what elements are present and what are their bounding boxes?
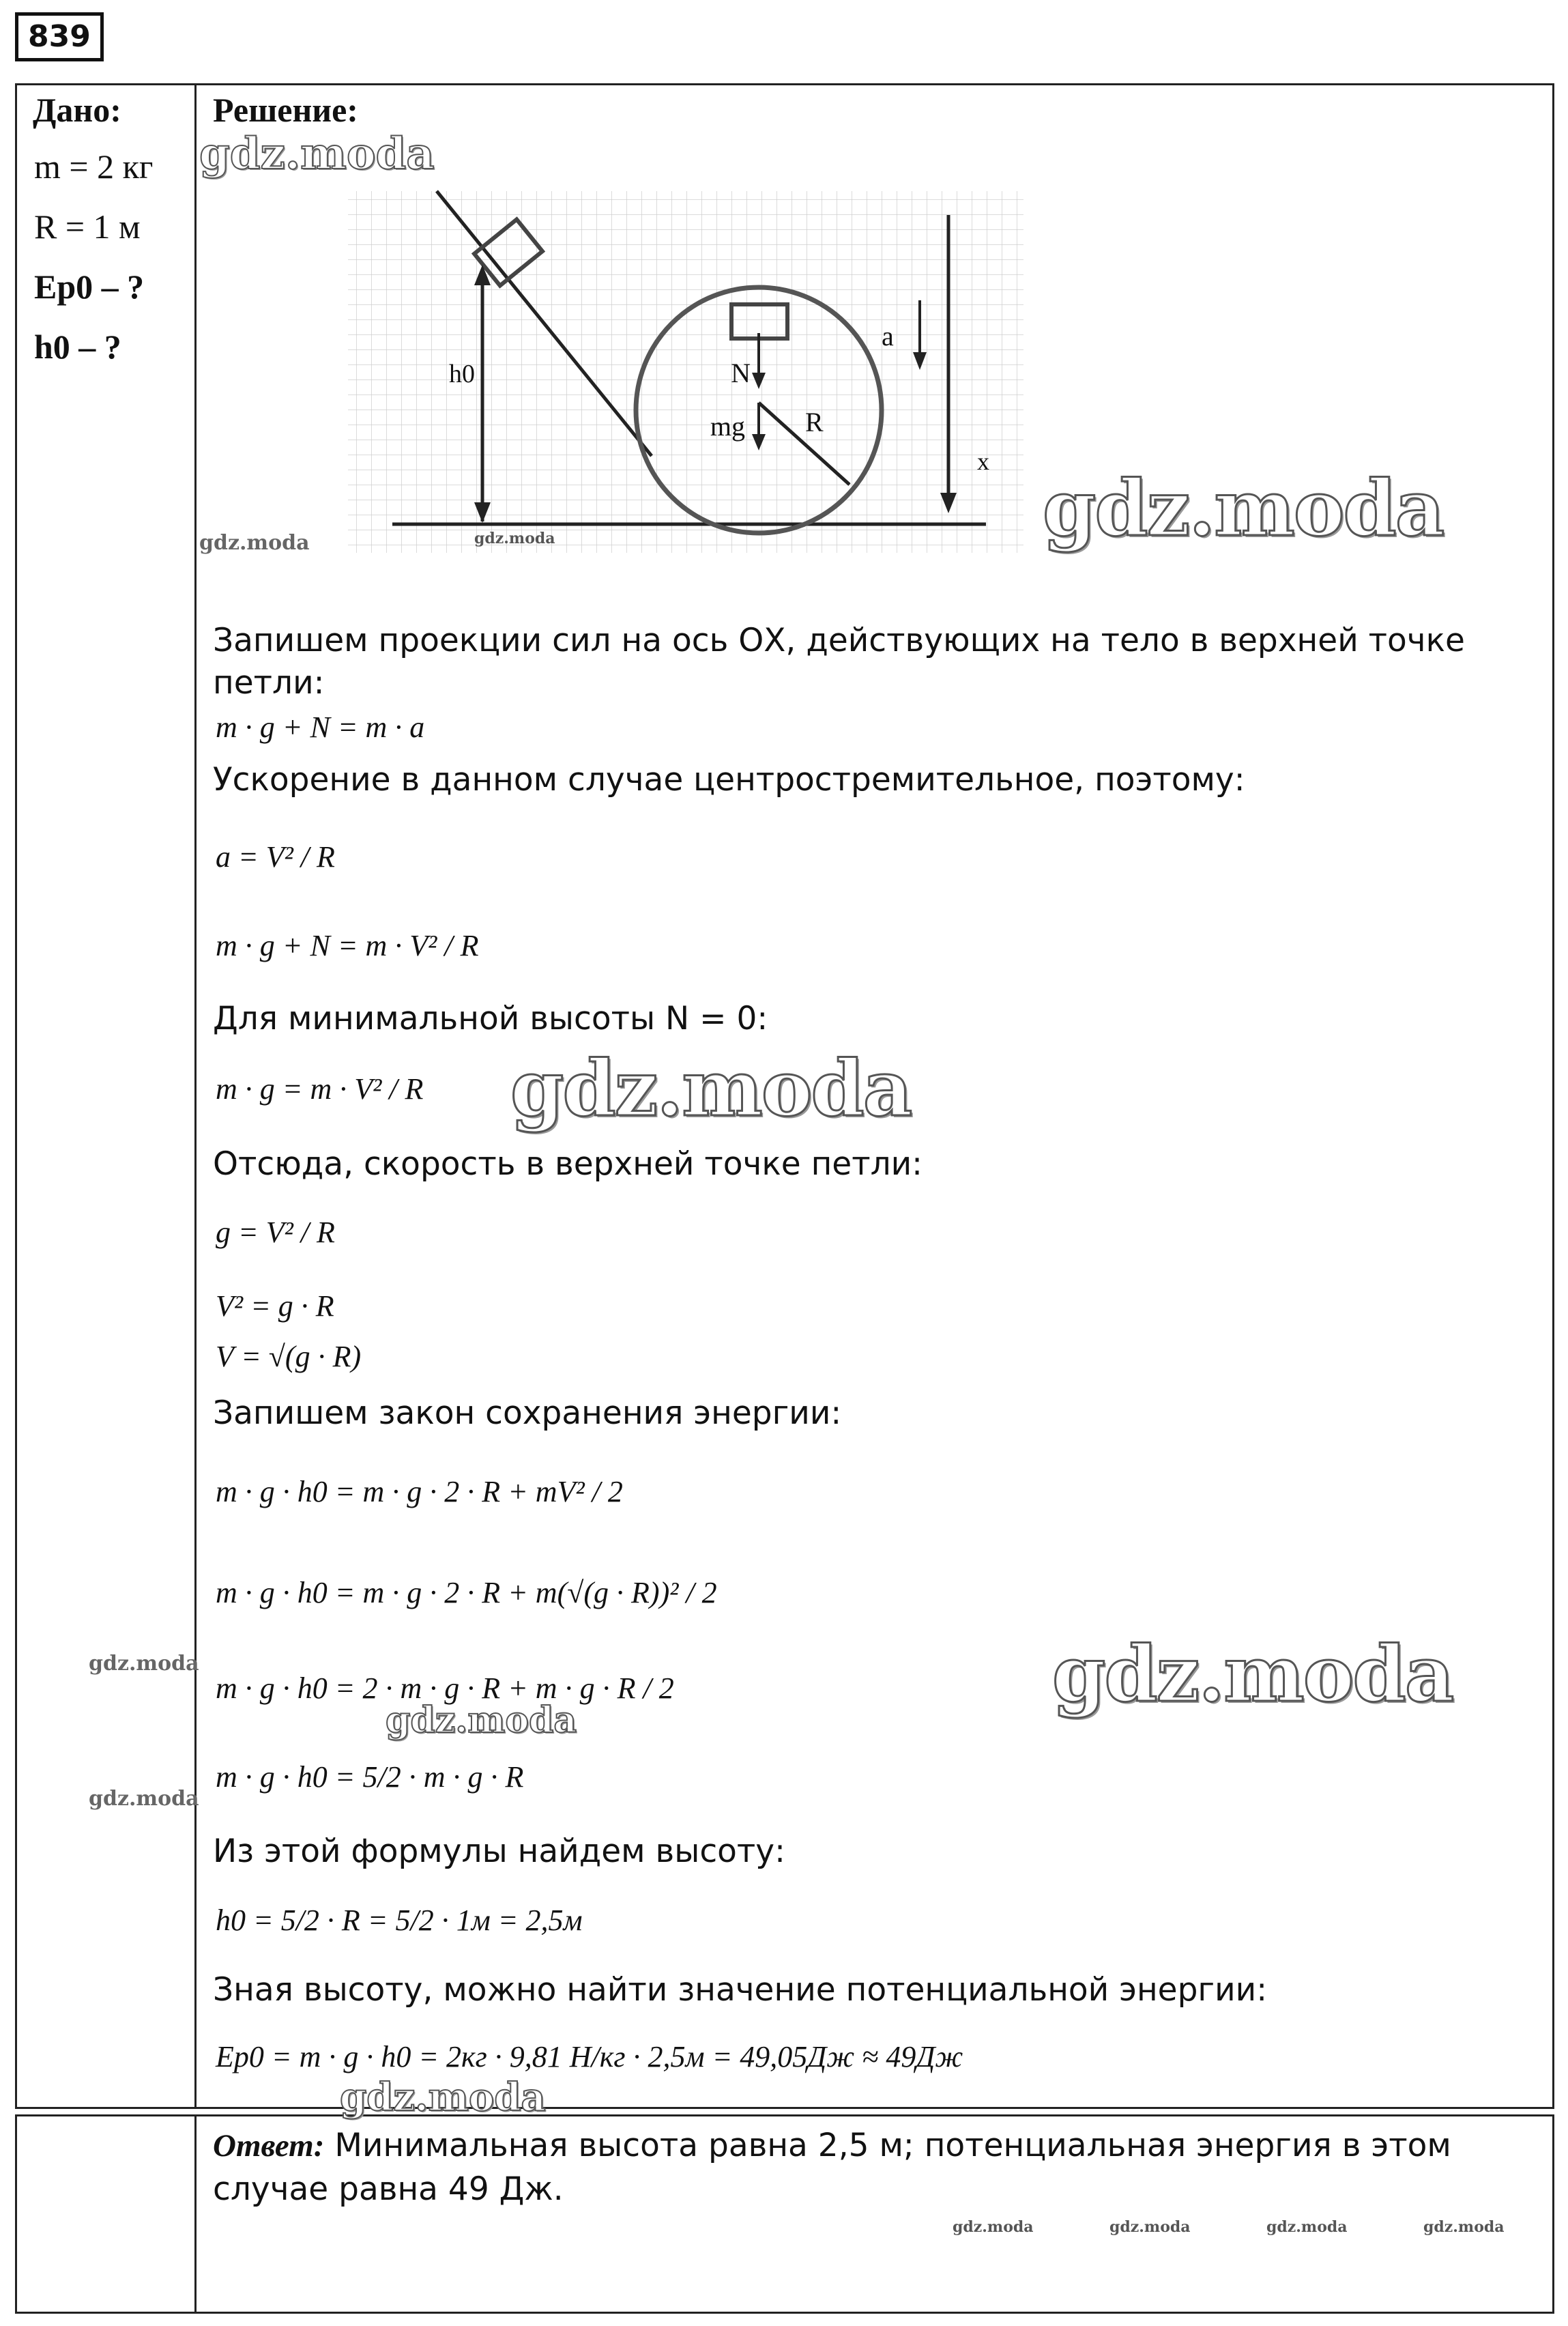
given-header: Дано: [33,91,121,129]
para-energy-law: Запишем закон сохранения энергии: [213,1394,842,1432]
given-list [34,137,153,377]
solution-header: Решение: [213,91,358,129]
label-mg: mg [710,411,745,442]
formula-2: a = V² / R [216,840,335,874]
formula-7: V = √(g · R) [216,1340,362,1373]
watermark: gdz.moda [89,1652,199,1676]
watermark: gdz.moda [386,1699,577,1741]
para-find-height: Из этой формулы найдем высоту: [213,1833,785,1870]
given-radius: R = 1 м [34,207,141,246]
label-N: N [731,358,751,388]
answer-body: Минимальная высота равна 2,5 м; потенциальная энергия в этом случае равна 49 Дж. [213,2127,1451,2208]
watermark: gdz.moda [1266,2218,1348,2236]
formula-8: m · g · h0 = m · g · 2 · R + mV² / 2 [216,1475,623,1508]
formula-1: m · g + N = m · a [216,710,425,744]
para-potential-energy: Зная высоту, можно найти значение потенциальной энергии: [213,1971,1268,2009]
watermark: gdz.moda [1423,2218,1505,2236]
para-projections: Запишем проекции сил на ось ОХ, действующих на тело в верхней точке петли: [213,622,1465,702]
watermark: gdz.moda [89,1787,199,1811]
watermark: gdz.moda [953,2218,1034,2236]
answer-text [213,2124,1530,2211]
formula-13: Ep0 = m · g · h0 = 2кг · 9,81 Н/кг · 2,5м = 49,05Дж ≈ 49Дж [216,2040,963,2073]
watermark: gdz.moda [510,1044,912,1134]
given-unknown-energy: Ep0 – ? [34,268,145,306]
formula-12: h0 = 5/2 · R = 5/2 · 1м = 2,5м [216,1904,583,1937]
watermark: gdz.moda [1052,1630,1453,1719]
watermark: gdz.moda [1109,2218,1191,2236]
label-h0: h0 [449,360,475,388]
label-a: a [882,321,894,351]
watermark: gdz.moda [1043,464,1444,554]
formula-3: m · g + N = m · V² / R [216,929,479,962]
para-speed: Отсюда, скорость в верхней точке петли: [213,1145,923,1183]
formula-5: g = V² / R [216,1216,335,1249]
formula-6: V² = g · R [216,1289,334,1323]
formula-10: m · g · h0 = 2 · m · g · R + m · g · R / 2 [216,1671,674,1705]
para-acceleration: Ускорение в данном случае центростремительное, поэтому: [213,761,1245,799]
formula-11: m · g · h0 = 5/2 · m · g · R [216,1760,524,1794]
loop-diagram [341,184,1023,560]
given-mass: m = 2 кг [34,147,154,186]
label-R: R [805,407,824,437]
formula-9: m · g · h0 = m · g · 2 · R + m(√(g · R))² / 2 [216,1576,717,1609]
label-x: x [977,448,989,475]
para-min-height: Для минимальной высоты N = 0: [213,1000,768,1037]
formula-4: m · g = m · V² / R [216,1072,424,1106]
answer-label: Ответ: [213,2128,325,2164]
given-unknown-height: h0 – ? [34,328,121,366]
problem-number: 839 [15,12,104,61]
answer-column-divider [194,2114,197,2314]
watermark: gdz.moda [474,530,555,547]
watermark: gdz.moda [199,531,310,555]
watermark: gdz.moda [340,2075,546,2120]
watermark: gdz.moda [199,128,435,180]
